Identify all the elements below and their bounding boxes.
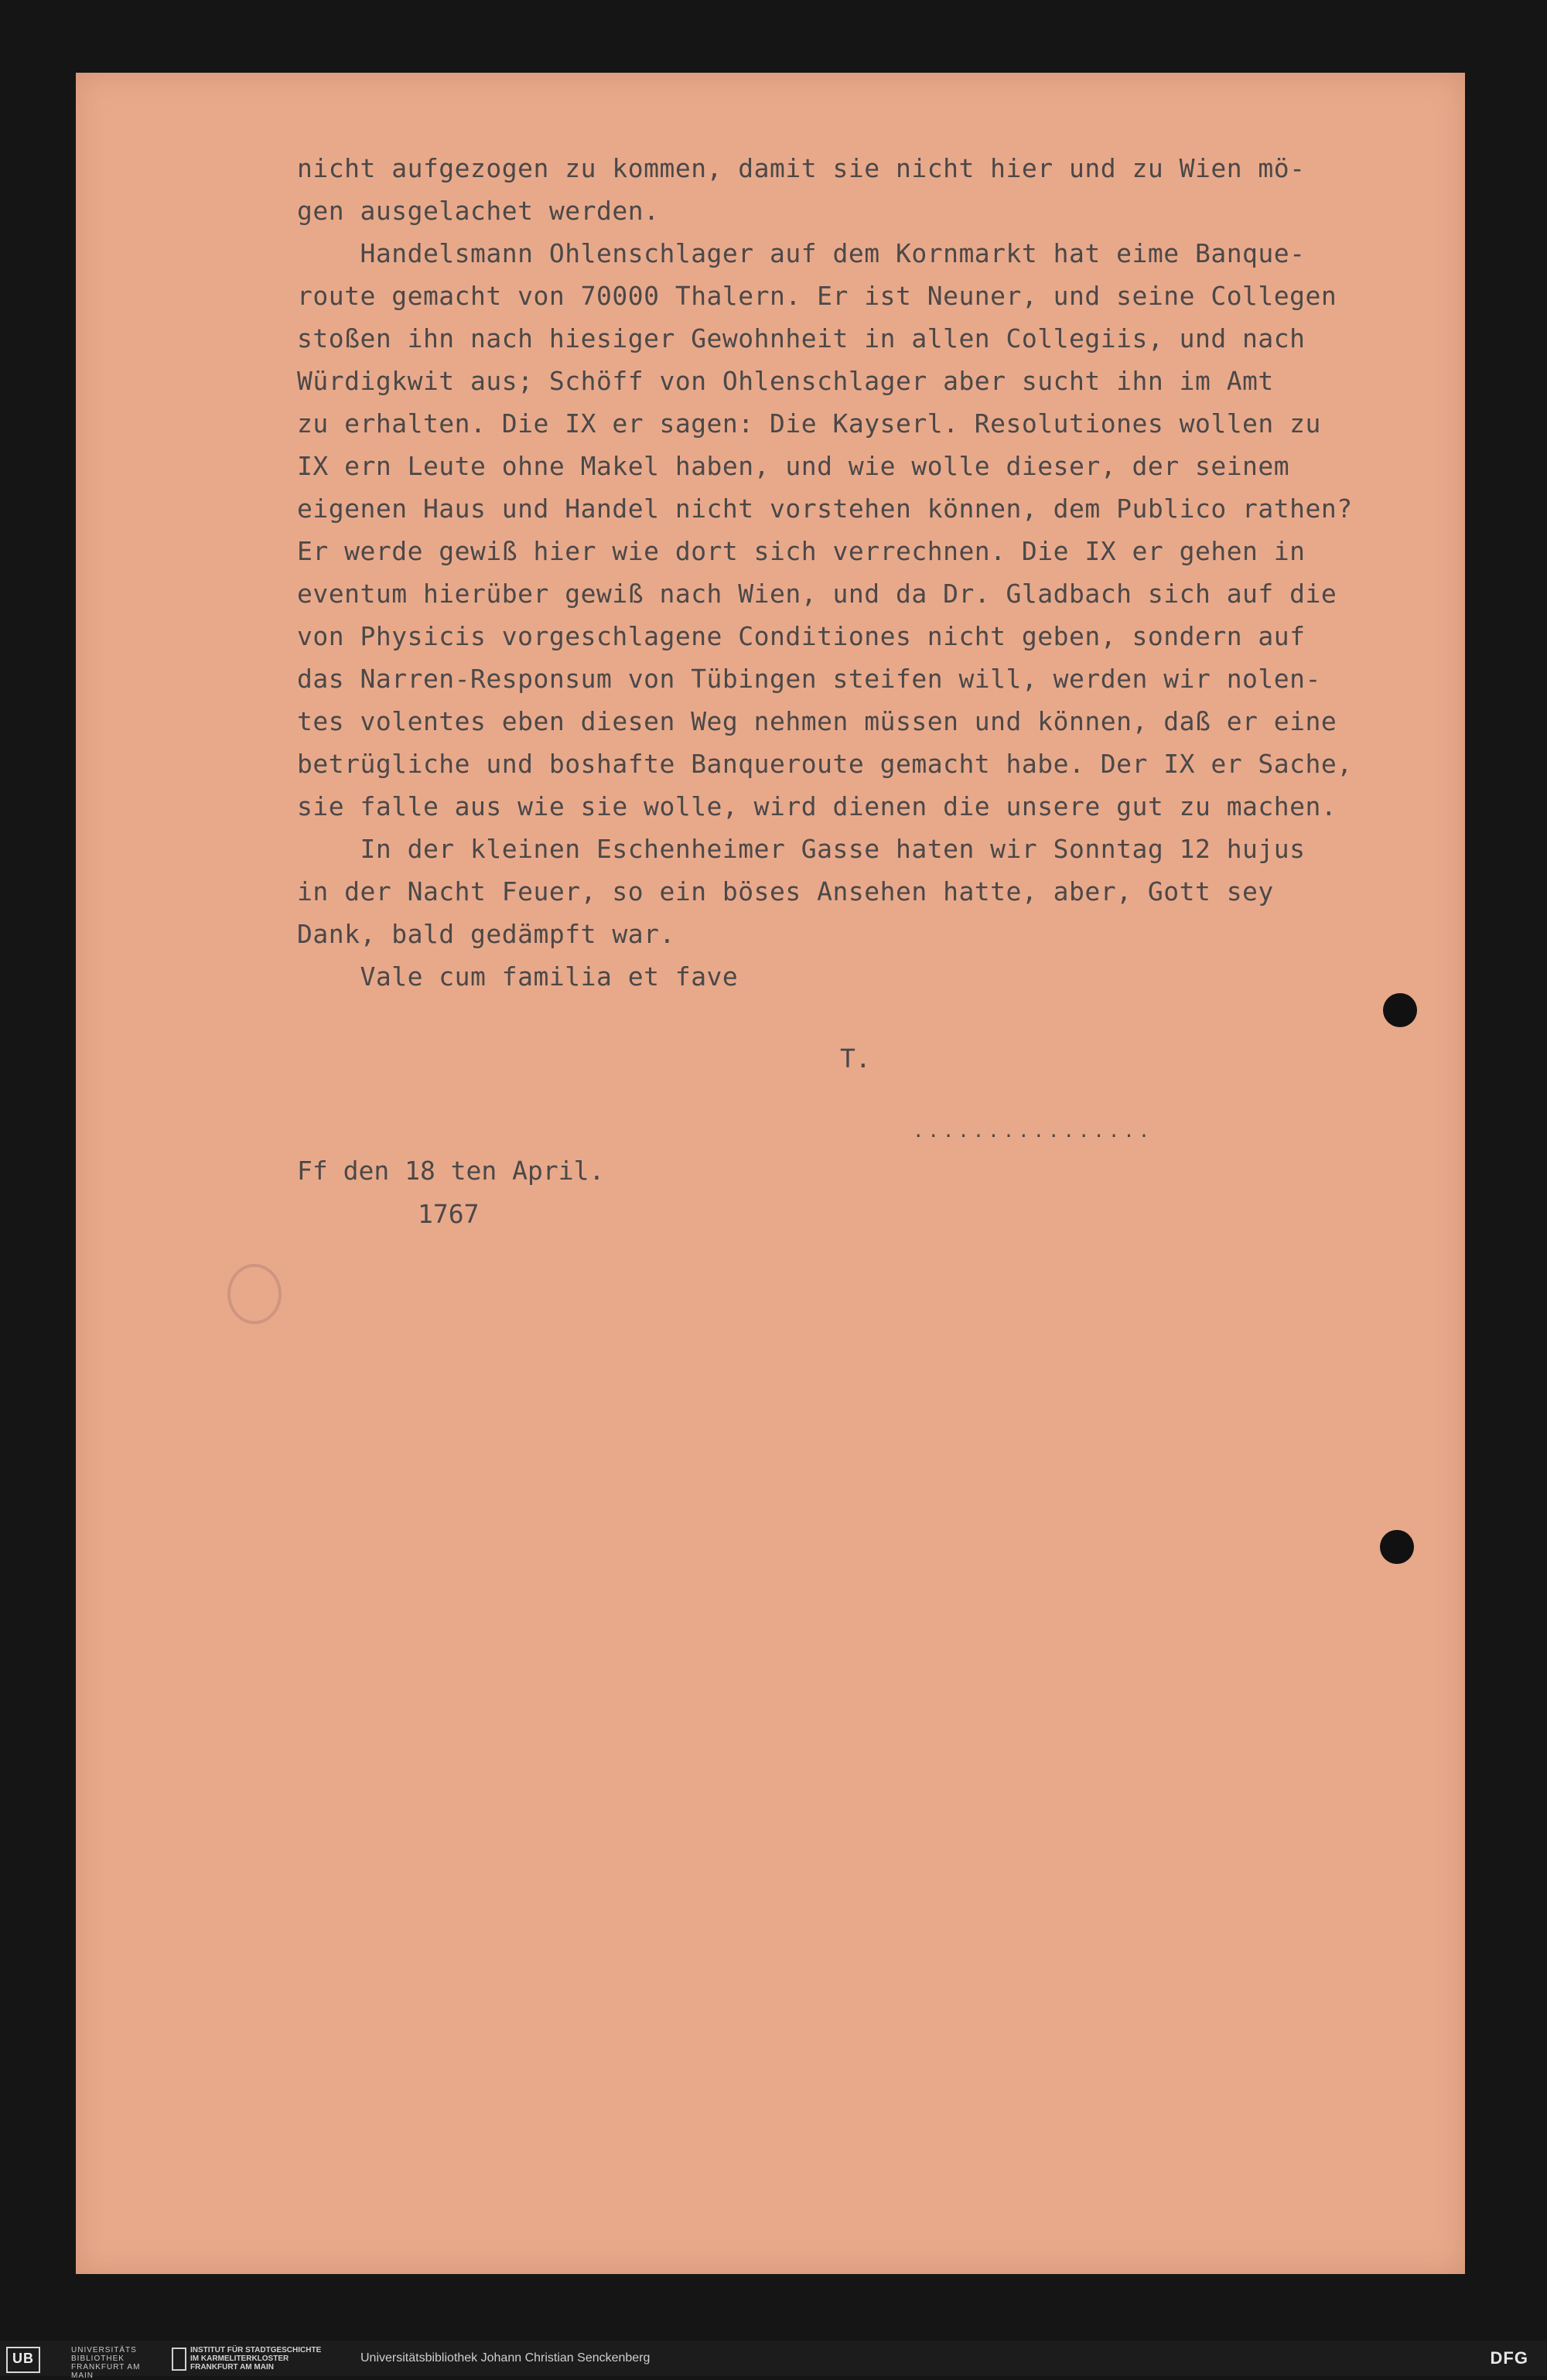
text-line: stoßen ihn nach hiesiger Gewohnheit in allen Collegiis, und nach (297, 323, 1306, 353)
institute-label: INSTITUT FÜR STADTGESCHICHTE IM KARMELITERKLOSTER FRANKFURT AM MAIN (190, 2346, 322, 2371)
date-line: Ff den 18 ten April. (297, 1156, 605, 1186)
text-line: nicht aufgezogen zu kommen, damit sie nicht hier und zu Wien mö- (297, 153, 1306, 183)
text-line: Handelsmann Ohlenschlager auf dem Kornmarkt hat eime Banque- (297, 238, 1306, 268)
text-line: route gemacht von 70000 Thalern. Er ist Neuner, und seine Collegen (297, 281, 1337, 311)
text-line: Vale cum familia et fave (297, 961, 739, 992)
institute-icon (172, 2348, 186, 2371)
text-line: eigenen Haus und Handel nicht vorstehen können, dem Publico rathen? (297, 493, 1353, 524)
footer-bar (0, 2341, 1547, 2380)
text-line: tes volentes eben diesen Weg nehmen müssen und können, daß er eine (297, 706, 1337, 736)
text-line: IX ern Leute ohne Makel haben, und wie wolle dieser, der seinem (297, 451, 1290, 481)
year-line: 1767 (418, 1199, 480, 1229)
ub-logo: UB (6, 2347, 40, 2373)
text-line: Er werde gewiß hier wie dort sich verrechnen. Die IX er gehen in (297, 536, 1306, 566)
text-line: Dank, bald gedämpft war. (297, 919, 675, 949)
text-line: das Narren-Responsum von Tübingen steifen will, werden wir nolen- (297, 664, 1321, 694)
library-name: Universitätsbibliothek Johann Christian Senckenberg (360, 2351, 651, 2365)
text-line: zu erhalten. Die IX er sagen: Die Kayserl. Resolutiones wollen zu (297, 408, 1321, 439)
faint-stamp-mark (227, 1264, 282, 1324)
punch-hole-lower (1380, 1530, 1414, 1564)
text-line: sie falle aus wie sie wolle, wird dienen die unsere gut zu machen. (297, 791, 1337, 821)
dfg-logo: DFG (1490, 2348, 1528, 2368)
typed-text-block (297, 147, 1465, 998)
text-line: eventum hierüber gewiß nach Wien, und da Dr. Gladbach sich auf die (297, 579, 1337, 609)
text-line: In der kleinen Eschenheimer Gasse haten wir Sonntag 12 hujus (297, 834, 1306, 864)
document-page (76, 73, 1465, 2274)
text-line: von Physicis vorgeschlagene Conditiones nicht geben, sondern auf (297, 621, 1306, 651)
text-line: gen ausgelachet werden. (297, 196, 660, 226)
text-line: betrügliche und boshafte Banqueroute gemacht habe. Der IX er Sache, (297, 749, 1353, 779)
signature-dots: ................ (913, 1120, 1154, 1142)
text-line: in der Nacht Feuer, so ein böses Ansehen hatte, aber, Gott sey (297, 876, 1274, 907)
text-line: Würdigkwit aus; Schöff von Ohlenschlager aber sucht ihn im Amt (297, 366, 1274, 396)
punch-hole-upper (1383, 993, 1417, 1027)
signature: T. (840, 1043, 871, 1074)
ub-label: UNIVERSITÄTS BIBLIOTHEK FRANKFURT AM MAIN (71, 2346, 141, 2380)
